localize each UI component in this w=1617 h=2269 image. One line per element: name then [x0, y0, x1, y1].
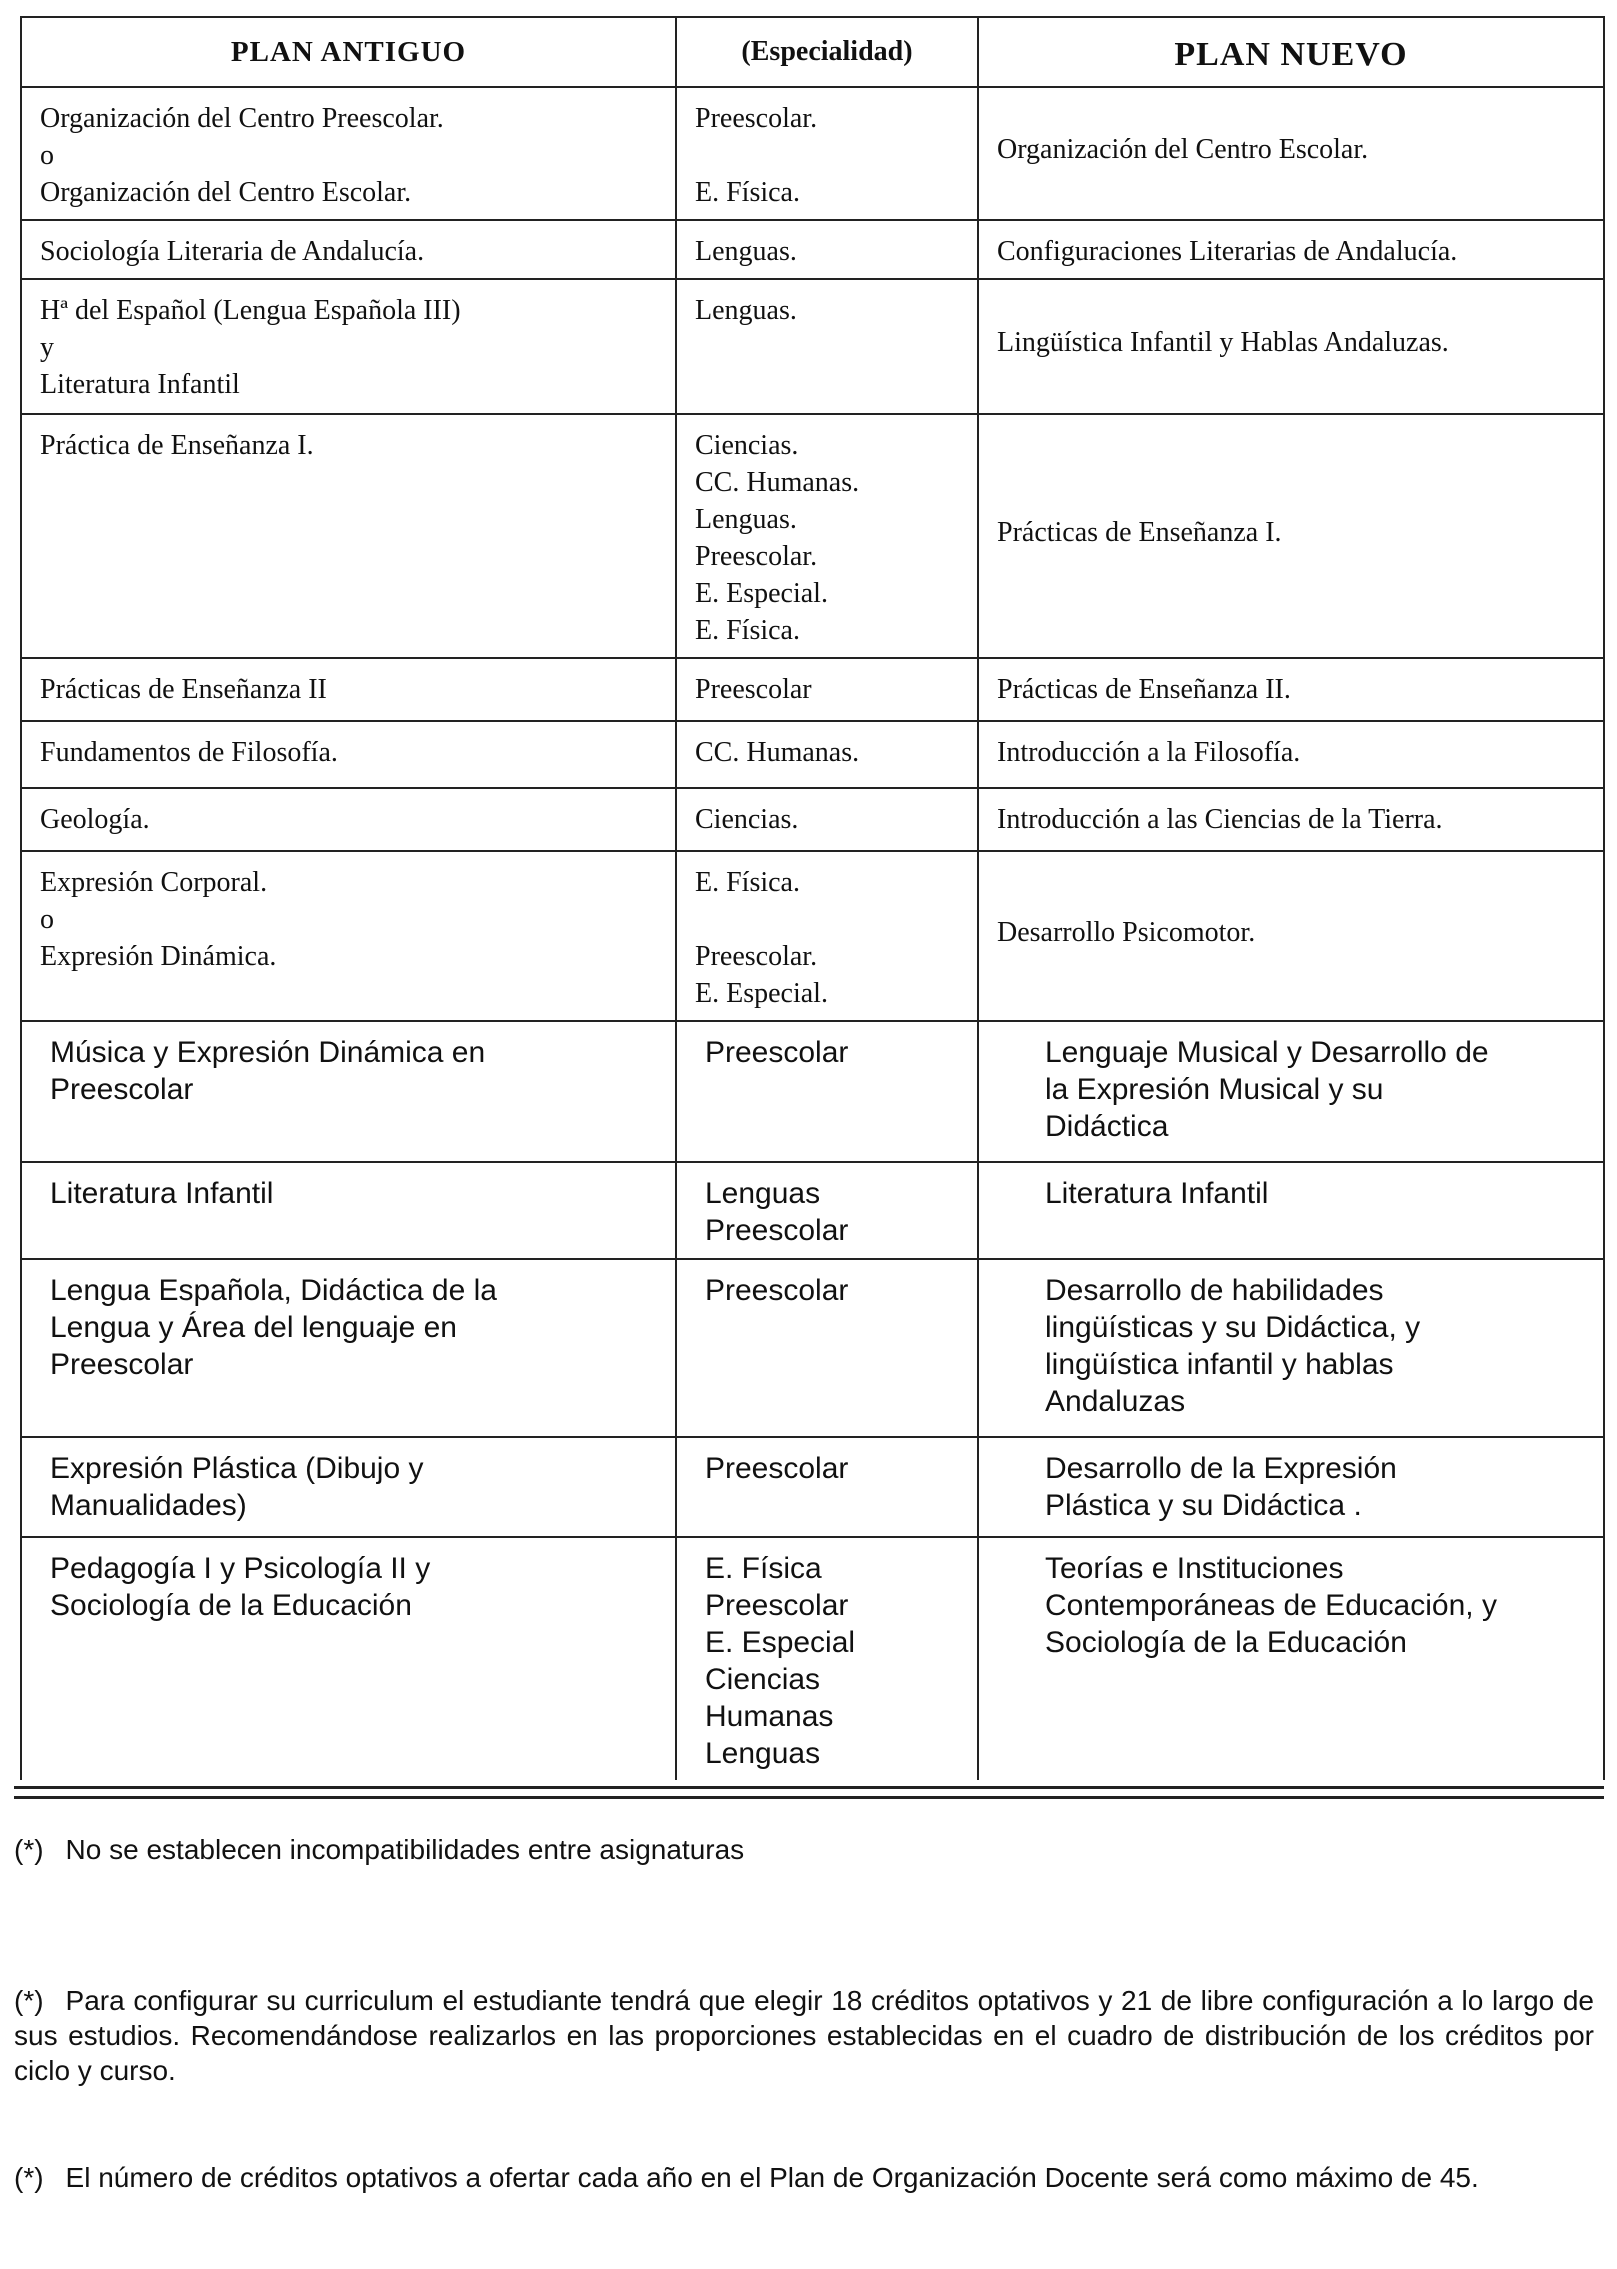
cell-plan-nuevo — [978, 721, 1604, 788]
cell-line: E. Física. — [695, 177, 800, 208]
cell-plan-antiguo — [21, 788, 676, 851]
cell-line: Andaluzas — [1045, 1385, 1186, 1418]
table-row — [21, 1162, 1604, 1259]
cell-especialidad — [676, 414, 978, 658]
cell-line: Configuraciones Literarias de Andalucía. — [997, 236, 1458, 267]
cell-line: lingüísticas y su Didáctica, y — [1045, 1311, 1421, 1344]
footnote-text: Para configurar su curriculum el estudiante tendrá que elegir 18 créditos optativos y 21 de libre configuración a lo largo de sus estudios. Recomendándose realizarlos en las proporciones establecidas en el cuadro de distribución de los créditos por ciclo y curso. — [14, 1985, 1594, 2086]
cell-line: Práctica de Enseñanza I. — [40, 430, 314, 461]
cell-especialidad — [676, 721, 978, 788]
cell-line: Contemporáneas de Educación, y — [1045, 1589, 1497, 1622]
cell-line: Sociología de la Educación — [1045, 1626, 1407, 1659]
cell-line: Preescolar — [50, 1348, 194, 1381]
cell-plan-nuevo — [978, 1162, 1604, 1259]
cell-line: E. Física. — [695, 615, 800, 646]
table-row — [21, 1437, 1604, 1537]
cell-plan-nuevo — [978, 658, 1604, 721]
table-row — [21, 721, 1604, 788]
cell-especialidad — [676, 87, 978, 220]
cell-line: Literatura Infantil — [1045, 1177, 1269, 1210]
cell-line: lingüística infantil y hablas — [1045, 1348, 1394, 1381]
cell-line: Lenguas — [705, 1177, 821, 1210]
cell-line: Sociología de la Educación — [50, 1589, 412, 1622]
cell-line: Hª del Español (Lengua Española III) — [40, 295, 461, 326]
cell-line: Preescolar — [705, 1452, 849, 1485]
header-especialidad: (Especialidad) — [676, 17, 978, 87]
cell-line: Lenguas. — [695, 504, 797, 535]
cell-line: Lenguas. — [695, 236, 797, 267]
cell-line: E. Física. — [695, 867, 800, 898]
cell-plan-nuevo — [978, 414, 1604, 658]
cell-line: Desarrollo de la Expresión — [1045, 1452, 1397, 1485]
cell-line: E. Especial. — [695, 578, 828, 609]
cell-especialidad — [676, 1162, 978, 1259]
cell-especialidad — [676, 1259, 978, 1437]
cell-line: Ciencias — [705, 1663, 821, 1696]
table-row — [21, 414, 1604, 658]
cell-line: E. Especial — [705, 1626, 856, 1659]
cell-line: Literatura Infantil — [40, 369, 240, 400]
cell-plan-antiguo — [21, 1537, 676, 1780]
cell-line: Prácticas de Enseñanza II. — [997, 674, 1291, 705]
cell-line: Desarrollo de habilidades — [1045, 1274, 1384, 1307]
cell-line: Desarrollo Psicomotor. — [997, 916, 1256, 948]
cell-line: Teorías e Instituciones — [1045, 1552, 1344, 1585]
cell-plan-antiguo — [21, 1259, 676, 1437]
cell-especialidad — [676, 788, 978, 851]
table-row — [21, 220, 1604, 279]
cell-plan-nuevo — [978, 220, 1604, 279]
footnote-text: El número de créditos optativos a ofertar cada año en el Plan de Organización Docente será como máximo de 45. — [65, 2162, 1479, 2193]
cell-line: Expresión Plástica (Dibujo y — [50, 1452, 424, 1485]
cell-especialidad — [676, 1437, 978, 1537]
cell-line: la Expresión Musical y su — [1045, 1073, 1384, 1106]
table-row — [21, 851, 1604, 1021]
cell-line: Organización del Centro Escolar. — [997, 134, 1369, 165]
cell-especialidad — [676, 1537, 978, 1780]
cell-line: Humanas — [705, 1700, 834, 1733]
cell-line: E. Física — [705, 1552, 822, 1585]
cell-plan-antiguo — [21, 220, 676, 279]
cell-especialidad — [676, 220, 978, 279]
cell-line: Lengua y Área del lenguaje en — [50, 1311, 457, 1344]
cell-plan-nuevo — [978, 1021, 1604, 1162]
cell-line: Preescolar. — [695, 941, 818, 972]
cell-line: o — [40, 140, 54, 171]
cell-line: Plástica y su Didáctica . — [1045, 1489, 1362, 1522]
cell-line: Pedagogía I y Psicología II y — [50, 1552, 431, 1585]
table-row — [21, 87, 1604, 220]
footnote-text: No se establecen incompatibilidades entre asignaturas — [65, 1834, 745, 1865]
cell-line: Lenguaje Musical y Desarrollo de — [1045, 1036, 1489, 1069]
table-header-row — [21, 17, 1604, 87]
footnote — [14, 1983, 1594, 2088]
cell-line: Literatura Infantil — [50, 1177, 274, 1210]
cell-line: Preescolar — [50, 1073, 194, 1106]
cell-plan-nuevo — [978, 788, 1604, 851]
cell-plan-nuevo — [978, 87, 1604, 220]
footnote — [14, 2160, 1594, 2195]
cell-plan-antiguo — [21, 1437, 676, 1537]
cell-line: Preescolar — [695, 674, 812, 705]
cell-plan-nuevo — [978, 851, 1604, 1021]
header-plan-nuevo: PLAN NUEVO — [978, 17, 1604, 87]
cell-line: Lenguas. — [695, 295, 797, 326]
table-row — [21, 279, 1604, 414]
cell-line: Ciencias. — [695, 804, 799, 835]
cell-especialidad — [676, 1021, 978, 1162]
cell-line: o — [40, 904, 54, 935]
cell-plan-nuevo — [978, 1437, 1604, 1537]
footnote-marker: (*) — [14, 1834, 44, 1865]
cell-plan-antiguo — [21, 851, 676, 1021]
cell-especialidad — [676, 279, 978, 414]
cell-plan-nuevo — [978, 279, 1604, 414]
table-row — [21, 788, 1604, 851]
table-row — [21, 1021, 1604, 1162]
footnote — [14, 1832, 1594, 1867]
cell-line: Sociología Literaria de Andalucía. — [40, 236, 425, 267]
cell-line: Preescolar — [705, 1589, 849, 1622]
cell-line: Introducción a la Filosofía. — [997, 737, 1301, 768]
footnote-marker: (*) — [14, 2162, 44, 2193]
cell-plan-antiguo — [21, 658, 676, 721]
cell-line: Manualidades) — [50, 1489, 247, 1522]
cell-line: Expresión Corporal. — [40, 867, 268, 898]
cell-plan-antiguo — [21, 1162, 676, 1259]
cell-line: Fundamentos de Filosofía. — [40, 737, 338, 768]
cell-especialidad — [676, 851, 978, 1021]
cell-gap — [695, 901, 959, 938]
cell-line: E. Especial. — [695, 978, 828, 1009]
table-bottom-rule — [14, 1796, 1604, 1799]
header-plan-antiguo: PLAN ANTIGUO — [21, 17, 676, 87]
cell-line: Preescolar — [705, 1214, 849, 1247]
footnote-marker: (*) — [14, 1985, 44, 2016]
cell-line: Música y Expresión Dinámica en — [50, 1036, 486, 1069]
cell-line: Organización del Centro Preescolar. — [40, 103, 444, 134]
cell-line: Preescolar — [705, 1274, 849, 1307]
cell-plan-nuevo — [978, 1537, 1604, 1780]
cell-line: CC. Humanas. — [695, 467, 860, 498]
cell-line: Preescolar. — [695, 103, 818, 134]
cell-especialidad — [676, 658, 978, 721]
cell-line: Lengua Española, Didáctica de la — [50, 1274, 497, 1307]
cell-line: Geología. — [40, 804, 150, 835]
table-row — [21, 658, 1604, 721]
cell-line: Prácticas de Enseñanza II — [40, 674, 327, 705]
cell-line: Expresión Dinámica. — [40, 941, 277, 972]
cell-plan-antiguo — [21, 1021, 676, 1162]
cell-line: CC. Humanas. — [695, 737, 860, 768]
cell-line: Ciencias. — [695, 430, 799, 461]
equivalence-table — [20, 16, 1605, 1780]
cell-gap — [695, 137, 959, 174]
cell-line: Lingüística Infantil y Hablas Andaluzas. — [997, 327, 1449, 358]
cell-line: Didáctica — [1045, 1110, 1169, 1143]
cell-line: Prácticas de Enseñanza I. — [997, 516, 1282, 548]
table-bottom-rule — [14, 1786, 1604, 1789]
cell-line: Organización del Centro Escolar. — [40, 177, 412, 208]
cell-line: Preescolar. — [695, 541, 818, 572]
cell-plan-nuevo — [978, 1259, 1604, 1437]
table-row — [21, 1259, 1604, 1437]
cell-plan-antiguo — [21, 279, 676, 414]
cell-plan-antiguo — [21, 87, 676, 220]
cell-line: Lenguas — [705, 1737, 821, 1770]
cell-line: y — [40, 332, 54, 363]
cell-line: Introducción a las Ciencias de la Tierra. — [997, 804, 1443, 835]
cell-line: Preescolar — [705, 1036, 849, 1069]
cell-plan-antiguo — [21, 721, 676, 788]
table-row — [21, 1537, 1604, 1780]
cell-plan-antiguo — [21, 414, 676, 658]
